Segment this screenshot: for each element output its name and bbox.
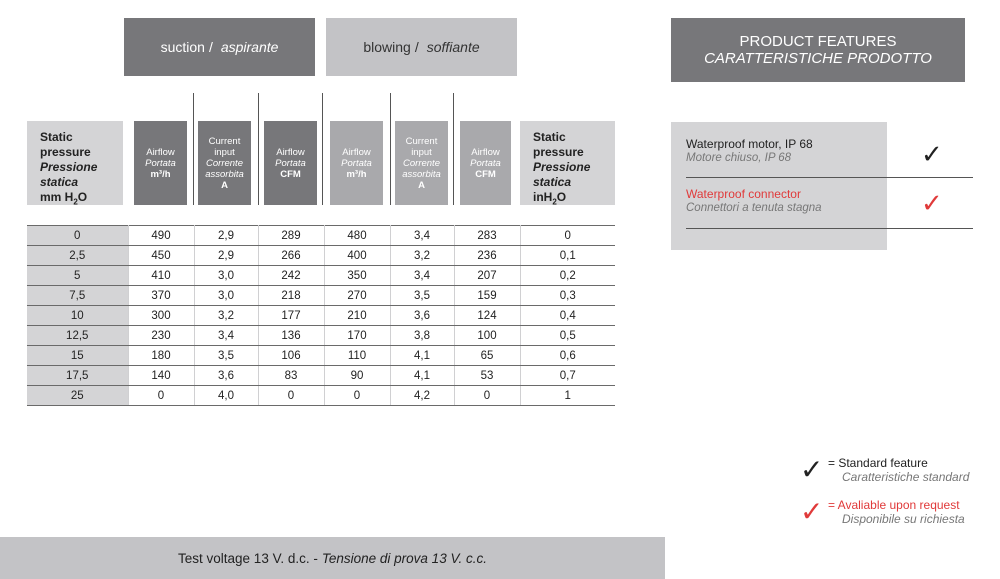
table-cell: 0,4 bbox=[520, 306, 615, 326]
table-cell: 2,9 bbox=[194, 226, 258, 246]
table-cell: 15 bbox=[27, 346, 128, 366]
table-cell: 25 bbox=[27, 386, 128, 406]
table-cell: 236 bbox=[454, 246, 520, 266]
table-cell: 83 bbox=[258, 366, 324, 386]
table-cell: 3,5 bbox=[194, 346, 258, 366]
table-cell: 3,2 bbox=[194, 306, 258, 326]
table-cell: 4,1 bbox=[390, 346, 454, 366]
table-cell: 300 bbox=[128, 306, 194, 326]
table-cell: 3,0 bbox=[194, 266, 258, 286]
table-cell: 53 bbox=[454, 366, 520, 386]
table-cell: 490 bbox=[128, 226, 194, 246]
table-cell: 218 bbox=[258, 286, 324, 306]
divider bbox=[322, 93, 323, 205]
table-cell: 3,4 bbox=[194, 326, 258, 346]
table-cell: 266 bbox=[258, 246, 324, 266]
table-cell: 0,7 bbox=[520, 366, 615, 386]
suction-header: suction / aspirante bbox=[124, 18, 315, 76]
table-cell: 207 bbox=[454, 266, 520, 286]
table-cell: 170 bbox=[324, 326, 390, 346]
col-header-suction-airflow-cfm: Airflow Portata CFM bbox=[264, 121, 317, 205]
table-cell: 3,8 bbox=[390, 326, 454, 346]
table-row bbox=[27, 326, 615, 346]
table-cell: 210 bbox=[324, 306, 390, 326]
check-icon: ✓ bbox=[921, 139, 943, 169]
table-row bbox=[27, 366, 615, 386]
table-cell: 4,2 bbox=[390, 386, 454, 406]
table-cell: 410 bbox=[128, 266, 194, 286]
col-header-blowing-airflow-m3: Airflow Portata m³/h bbox=[330, 121, 383, 205]
table-cell: 480 bbox=[324, 226, 390, 246]
product-features-title: PRODUCT FEATURES CARATTERISTICHE PRODOTTO bbox=[671, 18, 965, 82]
table-cell: 100 bbox=[454, 326, 520, 346]
table-cell: 3,6 bbox=[194, 366, 258, 386]
divider bbox=[390, 93, 391, 205]
table-cell: 17,5 bbox=[27, 366, 128, 386]
table-row bbox=[27, 266, 615, 286]
divider bbox=[258, 93, 259, 205]
col-header-suction-current: Current input Corrente assorbita A bbox=[198, 121, 251, 205]
table-cell: 0,1 bbox=[520, 246, 615, 266]
table-cell: 0,5 bbox=[520, 326, 615, 346]
table-cell: 4,0 bbox=[194, 386, 258, 406]
table-cell: 450 bbox=[128, 246, 194, 266]
table-cell: 1 bbox=[520, 386, 615, 406]
table-cell: 0 bbox=[324, 386, 390, 406]
table-cell: 3,5 bbox=[390, 286, 454, 306]
table-cell: 65 bbox=[454, 346, 520, 366]
table-cell: 90 bbox=[324, 366, 390, 386]
table-cell: 230 bbox=[128, 326, 194, 346]
table-row bbox=[27, 386, 615, 406]
test-voltage-footer: Test voltage 13 V. d.c. - Tensione di prova 13 V. c.c. bbox=[0, 537, 665, 579]
table-cell: 159 bbox=[454, 286, 520, 306]
table-cell: 400 bbox=[324, 246, 390, 266]
table-cell: 283 bbox=[454, 226, 520, 246]
table-row bbox=[27, 246, 615, 266]
check-red-icon: ✓ bbox=[921, 188, 943, 218]
table-cell: 3,4 bbox=[390, 226, 454, 246]
table-cell: 370 bbox=[128, 286, 194, 306]
table-cell: 136 bbox=[258, 326, 324, 346]
divider bbox=[193, 93, 194, 205]
table-cell: 5 bbox=[27, 266, 128, 286]
table-cell: 242 bbox=[258, 266, 324, 286]
table-cell: 110 bbox=[324, 346, 390, 366]
table-cell: 2,5 bbox=[27, 246, 128, 266]
table-cell: 106 bbox=[258, 346, 324, 366]
check-red-icon: ✓ bbox=[800, 496, 824, 527]
table-cell: 124 bbox=[454, 306, 520, 326]
table-row bbox=[27, 226, 615, 246]
table-cell: 289 bbox=[258, 226, 324, 246]
performance-table bbox=[27, 225, 615, 406]
table-row bbox=[27, 286, 615, 306]
table-cell: 0 bbox=[258, 386, 324, 406]
col-header-blowing-airflow-cfm: Airflow Portata CFM bbox=[460, 121, 511, 205]
table-cell: 3,2 bbox=[390, 246, 454, 266]
table-cell: 0,2 bbox=[520, 266, 615, 286]
table-cell: 270 bbox=[324, 286, 390, 306]
table-cell: 12,5 bbox=[27, 326, 128, 346]
table-cell: 0,6 bbox=[520, 346, 615, 366]
table-row bbox=[27, 306, 615, 326]
table-cell: 2,9 bbox=[194, 246, 258, 266]
table-cell: 177 bbox=[258, 306, 324, 326]
col-header-blowing-current: Current input Corrente assorbita A bbox=[395, 121, 448, 205]
feature-item: Waterproof connector Connettori a tenuta stagna bbox=[686, 187, 973, 229]
col-header-suction-airflow-m3: Airflow Portata m³/h bbox=[134, 121, 187, 205]
table-cell: 3,0 bbox=[194, 286, 258, 306]
table-cell: 0 bbox=[520, 226, 615, 246]
table-cell: 180 bbox=[128, 346, 194, 366]
table-cell: 0,3 bbox=[520, 286, 615, 306]
table-cell: 0 bbox=[454, 386, 520, 406]
col-header-static-inh2o: Static pressure Pressione statica inH$_2$O bbox=[520, 121, 615, 205]
table-cell: 3,6 bbox=[390, 306, 454, 326]
col-header-static-mm: Static pressure Pressione statica mm $H_2O$ bbox=[27, 121, 123, 205]
table-cell: 4,1 bbox=[390, 366, 454, 386]
table-cell: 7,5 bbox=[27, 286, 128, 306]
blowing-header: blowing / soffiante bbox=[326, 18, 517, 76]
table-cell: 140 bbox=[128, 366, 194, 386]
table-cell: 350 bbox=[324, 266, 390, 286]
check-icon: ✓ bbox=[800, 454, 824, 485]
table-cell: 10 bbox=[27, 306, 128, 326]
table-cell: 3,4 bbox=[390, 266, 454, 286]
table-row bbox=[27, 346, 615, 366]
feature-item: Waterproof motor, IP 68 Motore chiuso, IP 68 bbox=[686, 137, 973, 178]
divider bbox=[453, 93, 454, 205]
table-cell: 0 bbox=[27, 226, 128, 246]
table-cell: 0 bbox=[128, 386, 194, 406]
